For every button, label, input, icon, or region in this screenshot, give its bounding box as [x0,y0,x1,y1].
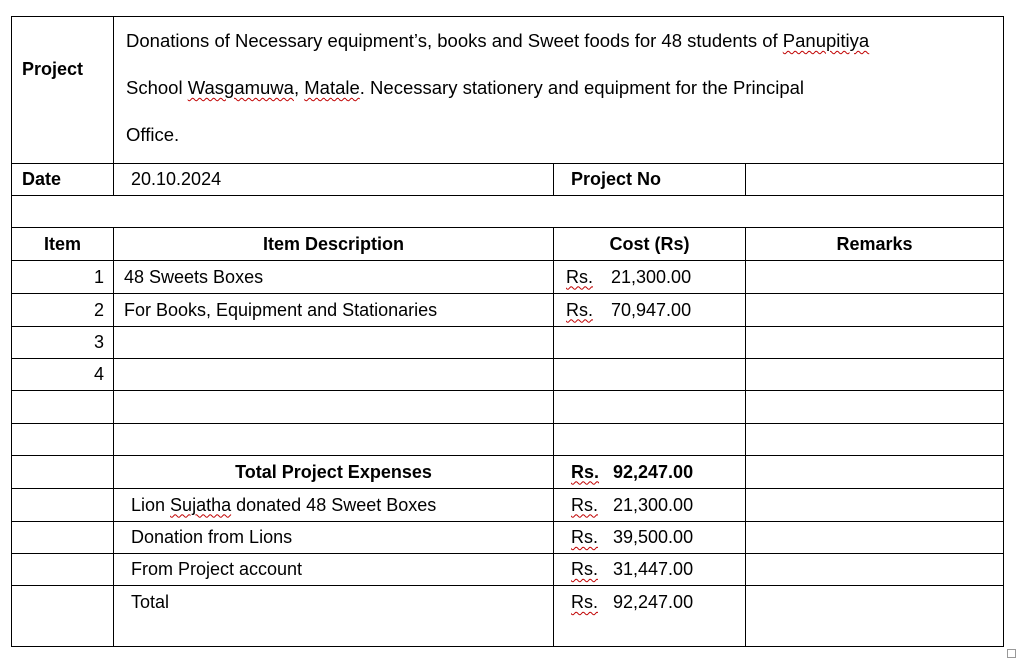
item-cost [554,359,746,391]
date-label: Date [12,164,114,196]
currency-label: Rs. [571,527,598,547]
summary-label: Donation from Lions [114,522,554,554]
empty-row [12,391,1004,424]
empty-cell [746,489,1004,522]
currency-label: Rs. [571,592,598,612]
empty-cell [746,522,1004,554]
summary-amount [554,554,746,586]
empty-cell [12,424,114,456]
donor-name: Sujatha [170,494,232,515]
total-expenses-label: Total Project Expenses [114,456,554,489]
empty-row [12,424,1004,456]
empty-cell [12,456,114,489]
grand-total-value: 92,247.00 [613,592,694,612]
header-remarks: Remarks [746,228,1004,261]
empty-cell [554,424,746,456]
empty-cell [12,586,114,647]
total-expenses-row [12,456,1004,489]
summary-label: From Project account [114,554,554,586]
currency-label: Rs. [571,494,598,515]
project-row [12,17,1004,164]
project-no-label: Project No [554,164,746,196]
project-place-name: Panupitiya [782,30,870,51]
summary-row [12,522,1004,554]
empty-cell [114,424,554,456]
empty-cell [12,554,114,586]
summary-suffix: donated 48 Sweet Boxes [231,494,437,515]
item-number: 4 [12,359,114,391]
project-line-1: Donations of Necessary equipment’s, books and Sweet foods for 48 students of [126,30,783,51]
project-line-2a: School [126,77,188,98]
summary-amount [554,522,746,554]
empty-cell [12,391,114,424]
item-cost [554,327,746,359]
empty-cell [12,489,114,522]
empty-cell [746,554,1004,586]
summary-label [114,489,554,522]
table-row [12,359,1004,391]
summary-amount [554,489,746,522]
spacer-row [12,196,1004,228]
empty-cell [746,456,1004,489]
table-row [12,261,1004,294]
item-description [114,327,554,359]
table-row [12,294,1004,327]
table-row [12,327,1004,359]
item-description: 48 Sweets Boxes [114,261,554,294]
grand-total-label: Total [114,586,554,647]
item-remarks [746,327,1004,359]
project-place-wasgamuwa: Wasgamuwa [187,77,294,98]
empty-cell [554,391,746,424]
summary-amount-value: 21,300.00 [613,494,694,515]
header-item: Item [12,228,114,261]
summary-amount-value: 39,500.00 [613,527,694,547]
summary-row [12,489,1004,522]
item-remarks [746,359,1004,391]
empty-cell [746,391,1004,424]
project-place-matale: Matale [304,77,360,98]
summary-row [12,554,1004,586]
item-number: 3 [12,327,114,359]
header-cost [554,228,746,261]
currency-label: Rs. [566,266,593,287]
item-cost [554,261,746,294]
currency-label: Rs. [566,299,593,320]
empty-cell [746,424,1004,456]
item-cost-value: 21,300.00 [611,266,692,287]
item-remarks [746,294,1004,327]
item-number: 2 [12,294,114,327]
table-resize-handle[interactable] [1007,649,1016,658]
project-no-value [746,164,1004,196]
empty-cell [746,586,1004,647]
project-description [114,17,1004,164]
summary-prefix: Lion [131,494,171,515]
project-line-2b: . Necessary stationery and equipment for the Principal [359,77,805,98]
item-cost [554,294,746,327]
date-row [12,164,1004,196]
project-report-table [11,16,1004,647]
project-line-3: Office. [126,124,180,145]
currency-label: Rs. [571,461,600,482]
grand-total-amount [554,586,746,647]
empty-cell [114,391,554,424]
header-cost-text: Cost (Rs) [609,233,690,254]
item-remarks [746,261,1004,294]
header-description: Item Description [114,228,554,261]
summary-amount-value: 31,447.00 [613,559,694,579]
item-cost-value: 70,947.00 [611,299,692,320]
total-expenses-value: 92,247.00 [613,461,694,482]
date-value: 20.10.2024 [114,164,554,196]
grand-total-row [12,586,1004,647]
items-header-row [12,228,1004,261]
item-description [114,359,554,391]
total-expenses-amount [554,456,746,489]
currency-label: Rs. [571,559,598,579]
item-number: 1 [12,261,114,294]
empty-cell [12,522,114,554]
project-comma: , [293,77,305,98]
project-label: Project [12,17,114,164]
spacer-cell [12,196,1004,228]
item-description: For Books, Equipment and Stationaries [114,294,554,327]
